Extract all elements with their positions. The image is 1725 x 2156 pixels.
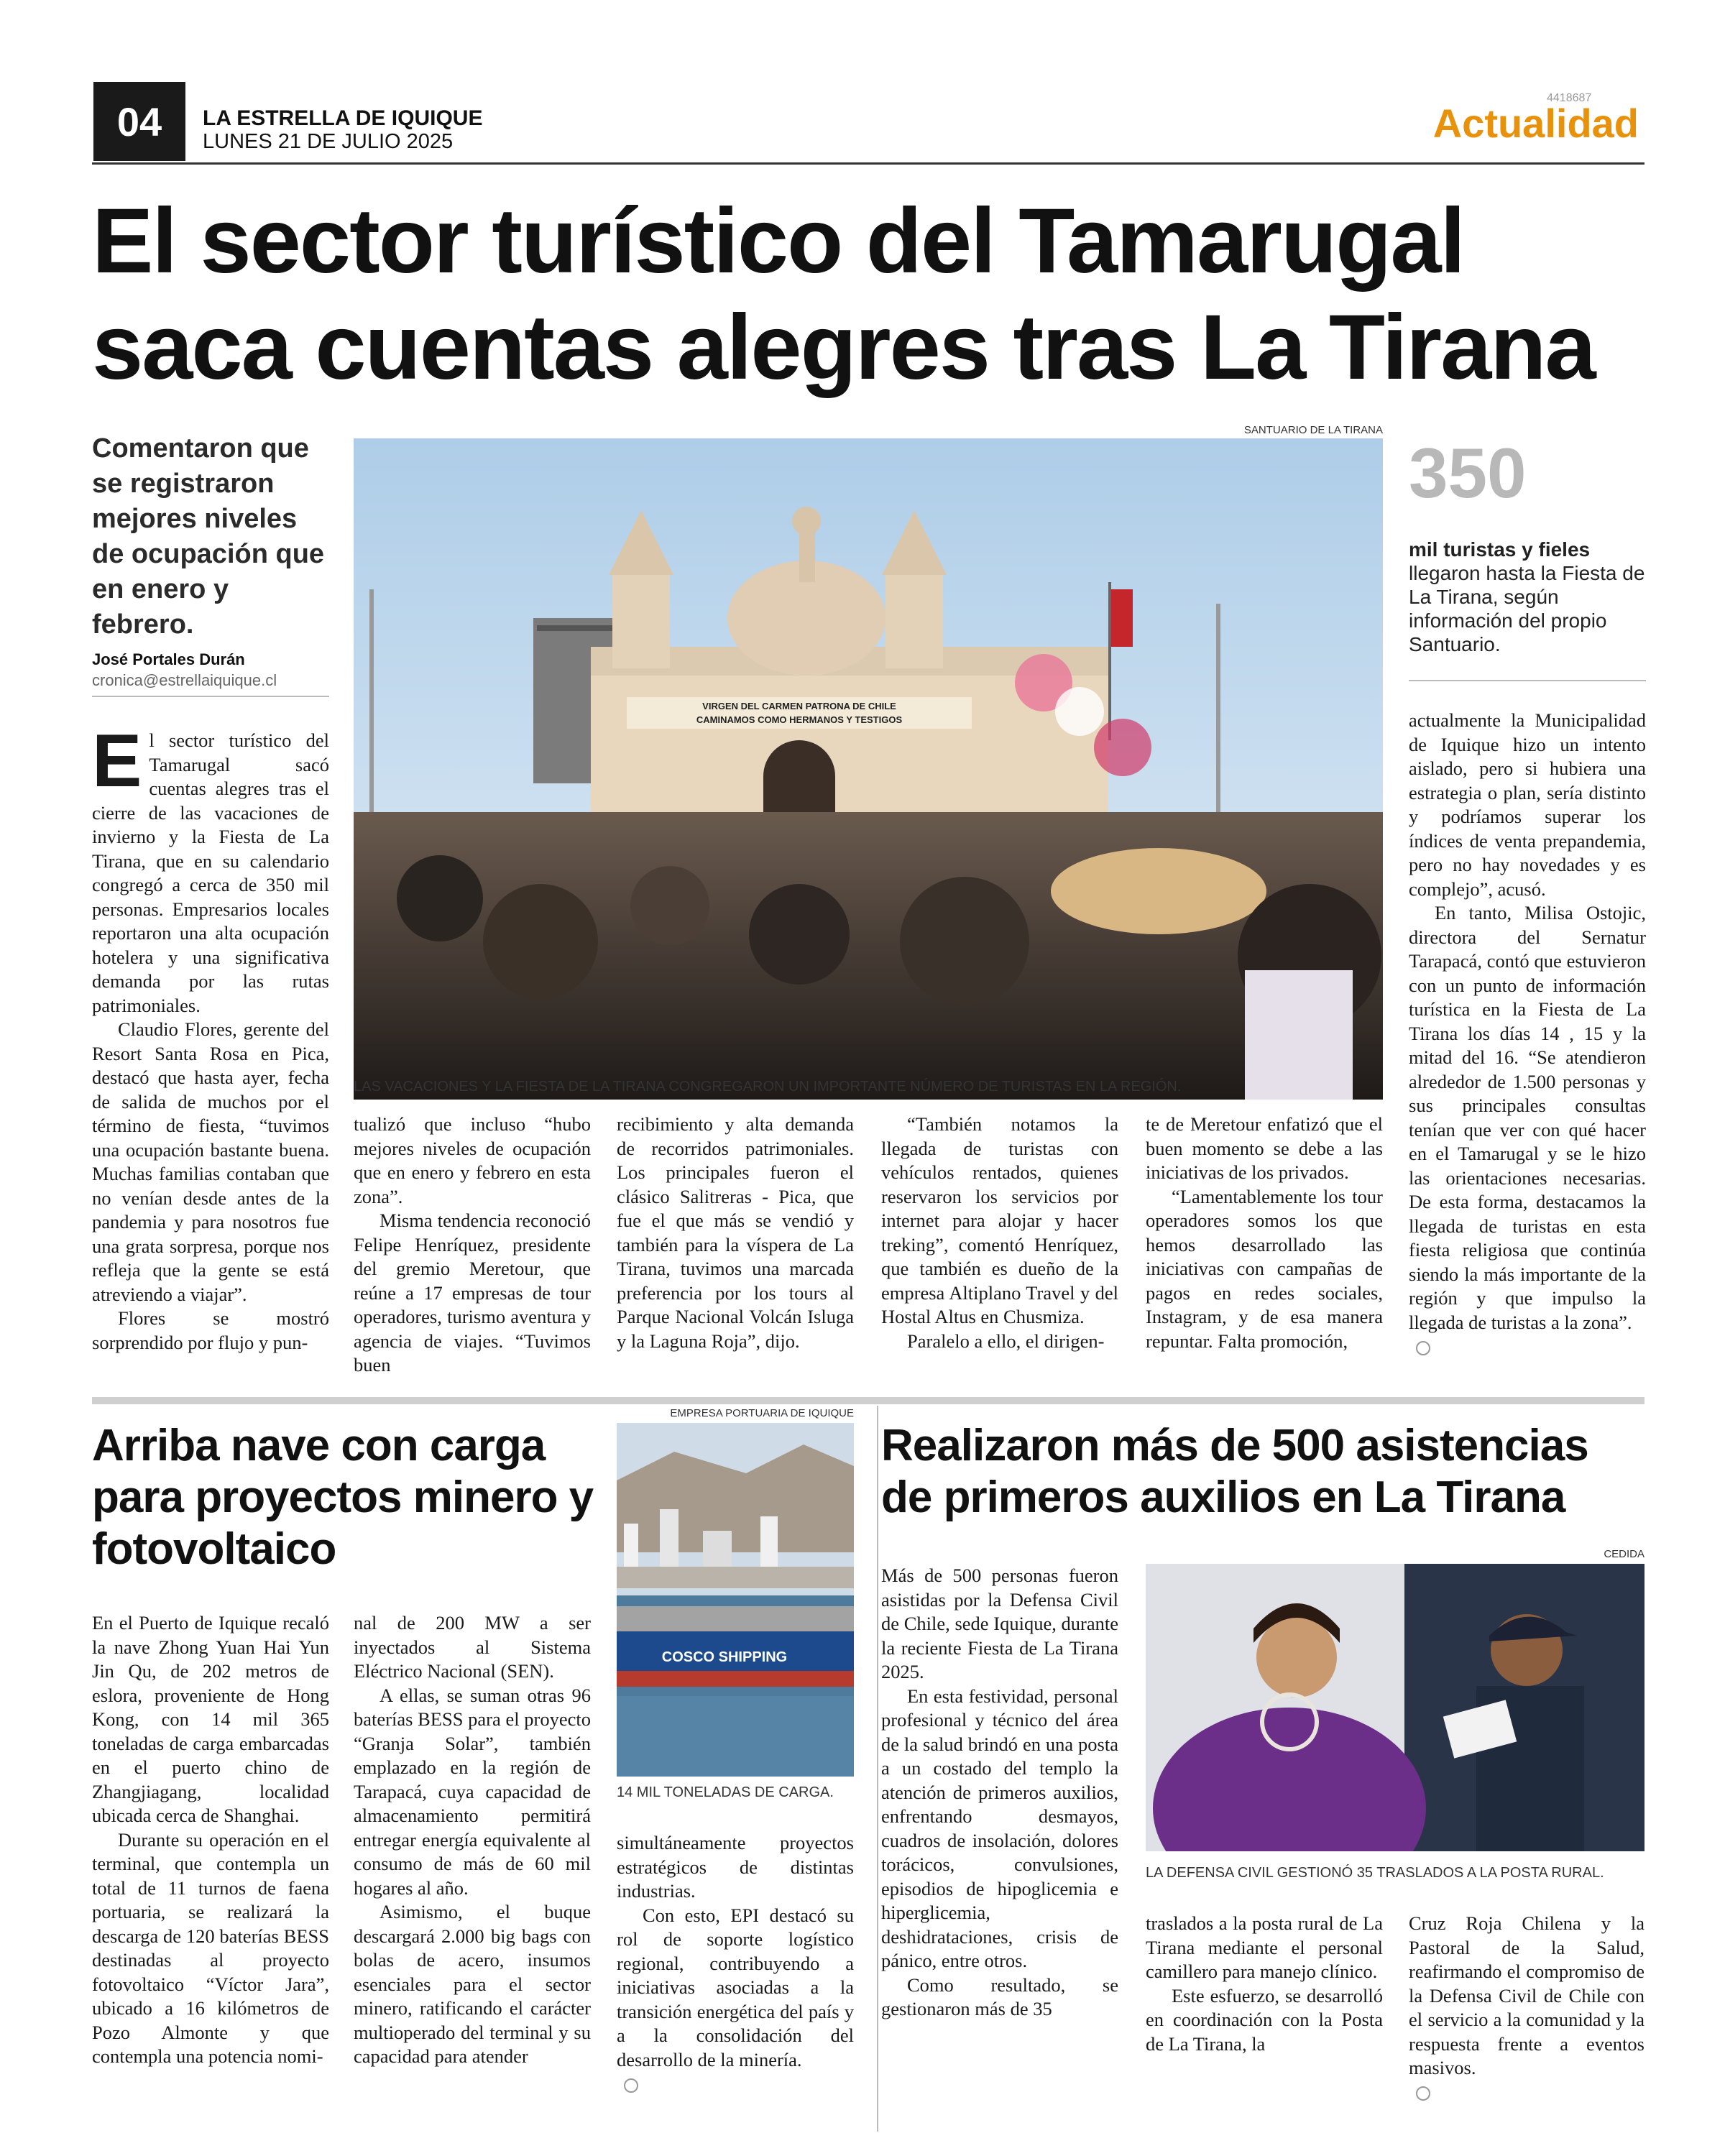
author-name: José Portales Durán [92,650,245,668]
main-col-3 [617,1112,854,1353]
paragraph: simultáneamente proyectos estratégicos de distintas industrias. [617,1832,854,1902]
story-divider [877,1406,878,2132]
paragraph: tualizó que incluso “hubo mejores niveles de ocupación que en enero y febrero en esta zona”. [354,1113,591,1207]
paragraph: Este esfuerzo, se desarrolló en coordinación con la Posta de La Tirana, la [1146,1984,1383,2055]
ship-label: COSCO SHIPPING [661,1649,788,1665]
stat-number: 350 [1409,433,1527,512]
paragraph: Con esto, EPI destacó su rol de soporte logístico regional, contribuyendo a iniciativas asociadas a la transición energética del país y a la consolidación del desarrollo de la minería. [617,1904,854,2070]
paragraph: nal de 200 MW a ser inyectados al Sistema Eléctrico Nacional (SEN). [354,1612,591,1682]
page-code: 4418687 [1547,92,1592,104]
section-label: Actualidad [1432,101,1639,146]
story3-col-1 [881,1564,1118,2022]
paragraph: Cruz Roja Chilena y la Pastoral de la Salud, reafirmando el compromiso de la Defensa Civil de Chile con el servicio a la comunidad y la respuesta frente a eventos masivos. [1409,1912,1644,2078]
stat-rule [1409,680,1646,681]
author-email: cronica@estrellaiquique.cl [92,671,277,689]
deck-rule [92,696,329,697]
stat-rest: llegaron hasta la Fiesta de La Tirana, según información del propio Santuario. [1409,562,1645,655]
end-mark-icon [1416,1341,1430,1355]
story3-col-2 [1146,1912,1383,2056]
story2-photo-caption: 14 MIL TONELADAS DE CARGA. [617,1784,834,1800]
story3-col-3 [1409,1912,1644,2104]
main-photo [354,438,1383,1100]
main-photo-credit: SANTUARIO DE LA TIRANA [1243,424,1383,436]
paragraph: “Lamentablemente los tour operadores somos los que hemos desarrollado las iniciativas con campañas de pagos en redes sociales, Instagram, y de esa manera repuntar. Falta promoción, [1146,1185,1383,1352]
story2-col-2 [354,1611,591,2069]
end-mark-icon [624,2078,638,2093]
sign-text-2: CAMINAMOS COMO HERMANOS Y TESTIGOS [696,714,903,725]
page-number: 04 [93,82,185,161]
main-photo-caption: LAS VACACIONES Y LA FIESTA DE LA TIRANA CONGREGARON UN IMPORTANTE NÚMERO DE TURISTAS EN LA REGIÓN. [354,1079,1182,1095]
story2-photo-credit: EMPRESA PORTUARIA DE IQUIQUE [670,1407,854,1419]
main-col-4 [881,1112,1118,1353]
paragraph: A ellas, se suman otras 96 baterías BESS para el proyecto “Granja Solar”, también emplazado en la región de Tarapacá, cuya capacidad de almacenamiento permitirá entregar energía equivalente al consumo de más de 60 mil hogares al año. [354,1684,591,1899]
end-mark-icon [1416,2086,1430,2101]
paragraph: te de Meretour enfatizó que el buen momento se debe a las iniciativas de los privados. [1146,1113,1383,1183]
first-aid-illustration [1146,1564,1644,1851]
main-col-5 [1146,1112,1383,1353]
paragraph: Como resultado, se gestionaron más de 35 [881,1973,1118,2019]
story3-photo-credit: CEDIDA [1604,1548,1644,1560]
paragraph: En tanto, Milisa Ostojic, directora del Sernatur Tarapacá, contó que estuvieron con un punto de información turística en la Fiesta de La Tirana los días 14 , 15 y la mitad del 16. “Se atendieron alrededor de 1.500 personas y sus principales consultas tenían que ver con qué hacer en el Tamarugal y se le hizo las orientaciones necesarias. De esta forma, destacamos la llegada de turistas en esta fiesta religiosa que continúa siendo la más importante de la región y que impulso la llegada de turistas a la zona”. [1409,902,1646,1333]
newspaper-name: LA ESTRELLA DE IQUIQUE [203,106,483,130]
main-headline: El sector turístico del Tamarugal saca cuentas alegres tras La Tirana [92,190,1595,399]
section-divider [92,1397,1644,1404]
stat-text [1409,538,1646,656]
paragraph: Durante su operación en el terminal, que contempla un total de 11 turnos de faena portuaria, se realizará la descarga de 120 baterías BESS destinadas al proyecto fotovoltaico “Víctor Jara”, ubicado a 16 kilómetros de Pozo Almonte y que contempla una potencia nomi- [92,1828,329,2067]
paragraph: traslados a la posta rural de La Tirana mediante el personal camillero para manejo clínico. [1146,1912,1383,1982]
paragraph: En el Puerto de Iquique recaló la nave Zhong Yuan Hai Yun Jin Qu, de 202 metros de eslora, proveniente de Hong Kong, con 14 mil 365 toneladas de carga embarcadas en el puerto chino de Zhangjiagang, localidad ubicada cerca de Shanghai. [92,1612,329,1826]
story3-headline: Realizaron más de 500 asistencias de primeros auxilios en La Tirana [881,1421,1588,1522]
paragraph: Paralelo a ello, el dirigen- [907,1330,1105,1352]
paragraph: Asimismo, el buque descargará 2.000 big bags con bolas de acero, insumos esenciales para el sector minero, ratificando el carácter multioperado del terminal y su capacidad para atender [354,1901,591,2067]
paragraph: actualmente la Municipalidad de Iquique hizo un intento aislado, pero si hubiera una estrategia o plan, sería distinto y podríamos superar los índices de venta prepandemia, pero no hay novedades y es complejo”, acusó. [1409,709,1646,900]
paragraph: Flores se mostró sorprendido por flujo y pun- [92,1307,329,1353]
issue-date: LUNES 21 DE JULIO 2025 [203,130,454,153]
story2-col-3 [617,1831,854,2096]
story2-col-1 [92,1611,329,2069]
paragraph: Claudio Flores, gerente del Resort Santa Rosa en Pica, destacó que hasta ayer, fecha de salida de muchos por el término de fiesta, “tuvimos una ocupación bastante buena. Muchas familias contaban que no venían desde antes de la pandemia y para nosotros fue una grata sorpresa, porque nos refleja que la gente se está atreviendo a viajar”. [92,1018,329,1305]
story3-photo [1146,1564,1644,1851]
main-col-2 [354,1112,591,1378]
paragraph: recibimiento y alta demanda de recorridos patrimoniales. Los principales fueron el clásico Salitreras - Pica, que fue el que más se vendió y también para la víspera de La Tirana, tuvimos una marcada preferencia por los tours al Parque Nacional Volcán Isluga y la Laguna Roja”, dijo. [617,1113,854,1352]
sign-text-1: VIRGEN DEL CARMEN PATRONA DE CHILE [702,701,896,711]
story3-photo-caption: LA DEFENSA CIVIL GESTIONÓ 35 TRASLADOS A LA POSTA RURAL. [1146,1865,1604,1881]
story2-photo [617,1423,854,1777]
header-rule [92,162,1644,165]
paragraph: l sector turístico del Tamarugal sacó cuentas alegres tras el cierre de las vacaciones de invierno y la Fiesta de La Tirana, que en su calendario congregó a cerca de 350 mil personas. Empresarios locales reportaron una alta ocupación hotelera y una significativa demanda por las rutas patrimoniales. [92,729,329,1016]
main-col-6 [1409,709,1646,1359]
main-deck: Comentaron que se registraron mejores niveles de ocupación que en enero y febrero. [92,433,325,640]
paragraph: “También notamos la llegada de turistas con vehículos rentados, quienes reservaron los servicios por internet para alojar y hacer treking”, comentó Henríquez, que también es dueño de la empresa Altiplano Travel y del Hostal Altus en Chusmiza. [881,1113,1118,1327]
story2-headline: Arriba nave con carga para proyectos minero y fotovoltaico [92,1421,594,1574]
sanctuary-illustration [354,438,1383,1100]
paragraph: Más de 500 personas fueron asistidas por la Defensa Civil de Chile, sede Iquique, durante la reciente Fiesta de La Tirana 2025. [881,1565,1118,1682]
stat-bold: mil turistas y fieles [1409,538,1591,561]
port-illustration [617,1423,854,1777]
paragraph: En esta festividad, personal profesional y técnico del área de la salud brindó en una posta a un costado del templo la atención de primeros auxilios, enfrentando desmayos, cuadros de insolación, dolores torácicos, convulsiones, episodios de hipoglicemia e hiperglicemia, deshidrataciones, crisis de pánico, entre otros. [881,1685,1118,1971]
main-col-1 [92,719,329,1355]
paragraph: Misma tendencia reconoció Felipe Henríquez, presidente del gremio Meretour, que reúne a 17 empresas de tour operadores, turismo aventura y agencia de viajes. “Tuvimos buen [354,1210,591,1376]
drop-cap: E [92,719,142,803]
